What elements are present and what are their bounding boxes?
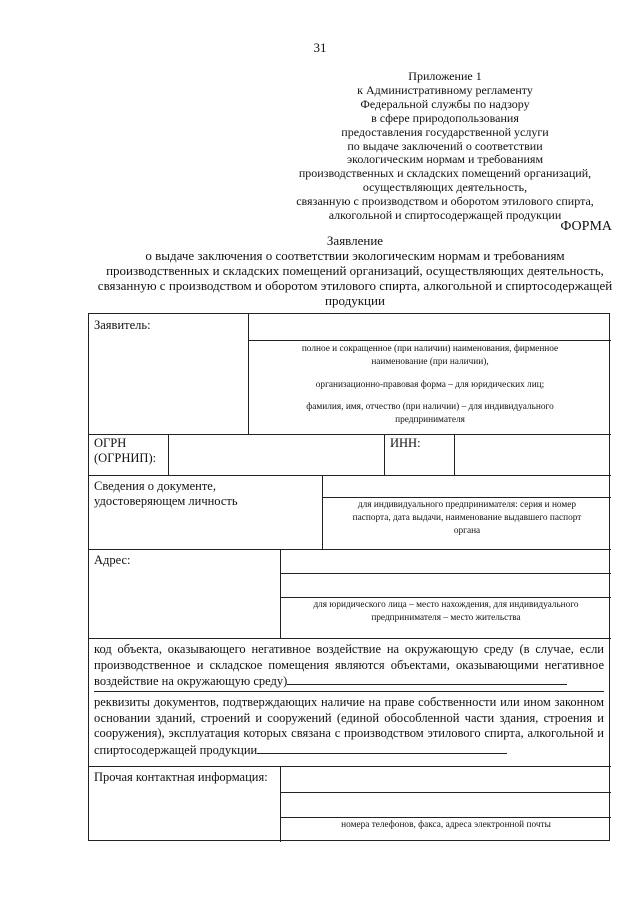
identity-document-field[interactable] (322, 497, 611, 498)
object-code-text: код объекта, оказывающего негативное воздействие на окружающую среду (в случае, если производственное и складское помещения являются объектами, оказывающими негативное воздействие на окружающую среду) (94, 642, 604, 688)
title-line: Заявление (326, 233, 384, 248)
title-line: связанную с производством и оборотом этилового спирта, алкогольной и спиртосодержащей (97, 278, 613, 293)
address-field-line-2[interactable] (280, 597, 611, 598)
appendix-line: экологическим нормам и требованиям (346, 152, 544, 167)
application-form (88, 313, 610, 841)
documents-text: реквизиты документов, подтверждающих наличие на праве собственности или ином законном основании зданий, строений и сооружений (единой обособленной части здания, строения и сооружения), эксплуатация которых связана с производством этилового спирта, алкогольной и спиртосодержащей продукции (94, 695, 604, 757)
appendix-line: производственных и складских помещений организаций, (298, 166, 592, 181)
address-field-line-1[interactable] (280, 573, 611, 574)
documents-field[interactable] (257, 742, 507, 754)
document-title (60, 233, 640, 308)
ogrn-input[interactable] (169, 435, 383, 475)
contacts-field-line-1[interactable] (280, 792, 611, 793)
applicant-label: Заявитель: (94, 318, 151, 332)
appendix-line: к Административному регламенту (357, 82, 533, 97)
appendix-line: Приложение 1 (408, 69, 482, 83)
identity-hint: для индивидуального предпринимателя: серия и номер паспорта, дата выдачи, наименование выдавшего паспорт органа (352, 500, 582, 536)
contacts-field-line-2[interactable] (280, 817, 611, 818)
applicant-name-field[interactable] (248, 340, 611, 341)
object-code-field[interactable] (287, 673, 567, 685)
identity-label: Сведения о документе, удостоверяющем личность (94, 479, 238, 508)
object-code-extra-line[interactable] (94, 691, 604, 692)
applicant-hint: полное и сокращенное (при наличии) наименования, фирменное наименование (при наличии), организационно-правовая форма – для юридических лиц; фамилия, имя, отчество (при наличии) – для индивидуального предпринимателя (301, 344, 559, 425)
address-hint: для юридического лица – место нахождения, для индивидуального предпринимателя – место жительства (313, 600, 579, 623)
appendix-line: по выдаче заключений о соответствии (347, 138, 543, 153)
contacts-label: Прочая контактная информация: (94, 770, 268, 784)
appendix-line: Федеральной службы по надзору (360, 96, 530, 111)
page-number: 31 (313, 40, 327, 55)
address-label: Адрес: (94, 553, 131, 567)
forma-label: ФОРМА (560, 219, 612, 234)
appendix-line: осуществляющих деятельность, (362, 180, 528, 195)
appendix-line: в сфере природопользования (371, 110, 519, 125)
appendix-header (250, 70, 640, 223)
ogrn-label: ОГРН (ОГРНИП): (94, 436, 157, 465)
title-line: о выдаче заключения о соответствии экологическим нормам и требованиям (145, 248, 565, 263)
appendix-line: алкогольной и спиртосодержащей продукции (328, 208, 562, 223)
appendix-line: предоставления государственной услуги (341, 124, 549, 139)
inn-label: ИНН: (390, 436, 421, 450)
appendix-line: связанную с производством и оборотом этилового спирта, (296, 194, 594, 209)
title-line: производственных и складских помещений организаций, осуществляющих деятельность, (106, 263, 604, 278)
title-line: продукции (325, 293, 385, 308)
contacts-hint: номера телефонов, факса, адреса электронной почты (341, 820, 551, 830)
inn-input[interactable] (455, 435, 610, 475)
